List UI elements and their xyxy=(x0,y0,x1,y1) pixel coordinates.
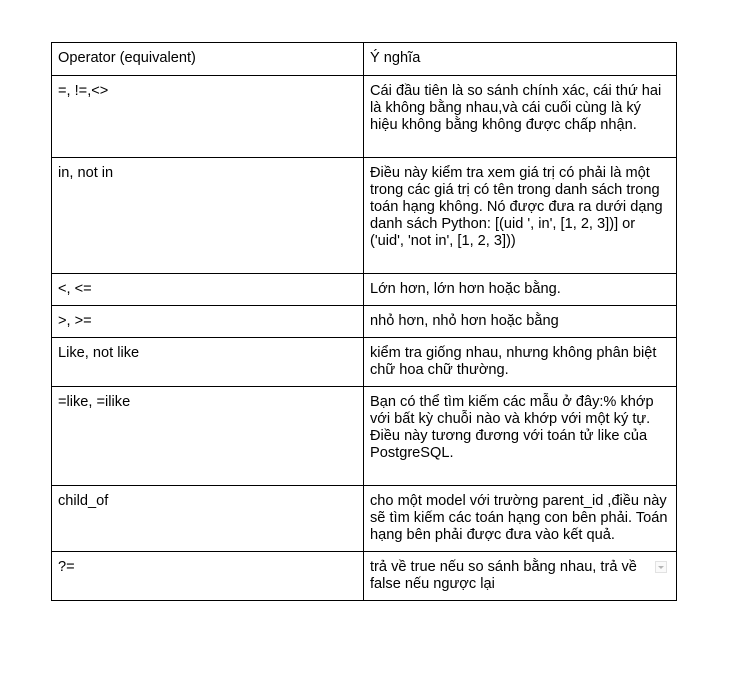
table-row xyxy=(52,76,677,158)
meaning-cell-last[interactable] xyxy=(364,552,677,601)
table-row xyxy=(52,274,677,306)
header-meaning-cell[interactable]: Ý nghĩa xyxy=(364,43,677,76)
operator-cell[interactable]: =like, =ilike xyxy=(52,387,364,486)
operator-cell[interactable]: >, >= xyxy=(52,306,364,338)
meaning-cell[interactable]: Điều này kiểm tra xem giá trị có phải là một trong các giá trị có tên trong danh sách trong toán hạng không. Nó được đưa ra dưới dạng danh sách Python: [(uid ', in', [1, 2, 3])] or ('uid', 'not in', [1, 2, 3])) xyxy=(364,158,677,274)
table-row xyxy=(52,306,677,338)
header-operator-cell[interactable]: Operator (equivalent) xyxy=(52,43,364,76)
table-row xyxy=(52,158,677,274)
table-row xyxy=(52,387,677,486)
table-header-row xyxy=(52,43,677,76)
operator-cell[interactable]: ?= xyxy=(52,552,364,601)
table-row xyxy=(52,552,677,601)
table-row xyxy=(52,486,677,552)
meaning-cell-content xyxy=(370,559,670,593)
meaning-cell[interactable]: Lớn hơn, lớn hơn hoặc bằng. xyxy=(364,274,677,306)
operator-cell[interactable]: =, !=,<> xyxy=(52,76,364,158)
operator-cell[interactable]: <, <= xyxy=(52,274,364,306)
meaning-cell[interactable]: kiểm tra giống nhau, nhưng không phân biệt chữ hoa chữ thường. xyxy=(364,338,677,387)
meaning-text: trả về true nếu so sánh bằng nhau, trả về false nếu ngược lại xyxy=(370,559,637,592)
table-row xyxy=(52,338,677,387)
operator-cell[interactable]: child_of xyxy=(52,486,364,552)
meaning-cell[interactable]: nhỏ hơn, nhỏ hơn hoặc bằng xyxy=(364,306,677,338)
operator-cell[interactable]: in, not in xyxy=(52,158,364,274)
meaning-cell[interactable]: cho một model với trường parent_id ,điều này sẽ tìm kiếm các toán hạng con bên phải. Toán hạng bên phải được đưa vào kết quả. xyxy=(364,486,677,552)
meaning-cell[interactable]: Cái đầu tiên là so sánh chính xác, cái thứ hai là không bằng nhau,và cái cuối cùng là ký hiệu không bằng không được chấp nhận. xyxy=(364,76,677,158)
cell-dropdown-icon[interactable] xyxy=(655,561,667,573)
operator-table xyxy=(51,42,677,601)
operator-cell[interactable]: Like, not like xyxy=(52,338,364,387)
meaning-cell[interactable]: Bạn có thể tìm kiếm các mẫu ở đây:% khớp với bất kỳ chuỗi nào và khớp với một ký tự. Điều này tương đương với toán tử like của PostgreSQL. xyxy=(364,387,677,486)
